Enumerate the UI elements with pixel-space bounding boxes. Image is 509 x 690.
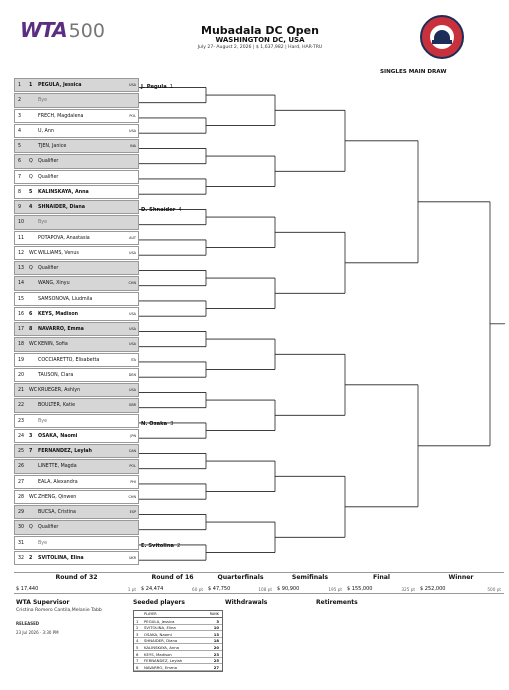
player-name: KRUEGER, Ashlyn — [38, 388, 81, 393]
round-points: 500 pt — [487, 587, 501, 592]
round-prize: $ 24,474 — [141, 586, 164, 592]
player-name: ZHENG, Qinwen — [38, 494, 77, 500]
r2-winner-3: N. Osaka 3 — [141, 421, 174, 427]
player-name: BOULTER, Katie — [38, 403, 76, 409]
draw-position: 16 — [18, 311, 25, 317]
seed-row — [134, 625, 222, 632]
seed-player: KEYS, Madison — [144, 651, 172, 657]
tournament-location: WASHINGTON DC, USA — [215, 36, 305, 44]
player-name: SVITOLINA, Elina — [38, 555, 84, 561]
seed-tag: Q — [29, 266, 33, 271]
country-code: POL — [129, 113, 136, 118]
seed-row — [134, 631, 222, 638]
seed-number: 5 — [136, 644, 139, 650]
draw-position: 27 — [18, 479, 25, 485]
player-name: WANG, Xinyu — [38, 281, 70, 287]
tournament-title: Mubadala DC Open — [201, 24, 319, 37]
draw-position: 13 — [18, 266, 25, 271]
draw-position: 11 — [18, 235, 25, 241]
player-name: Qualifier — [38, 525, 59, 531]
round-prize: $ 47,750 — [208, 586, 231, 592]
player-name: Bye — [38, 98, 48, 104]
seed-player: KALINSKAYA, Anna — [144, 644, 180, 650]
seed-table-header: PLAYER RANK — [134, 611, 222, 618]
seed-number: 3 — [136, 631, 139, 637]
r2-winner-4: E. Svitolina 2 — [141, 543, 181, 549]
seed-number: 8 — [136, 664, 139, 670]
released-label: RELEASED — [16, 621, 40, 626]
retirements-label: Retirements — [316, 599, 358, 606]
seeded-players-table — [133, 610, 223, 672]
draw-position: 14 — [18, 281, 25, 287]
player-name: Qualifier — [38, 266, 59, 271]
seed-player: OSAKA, Naomi — [144, 631, 172, 637]
round-name: Semifinals — [291, 574, 329, 581]
draw-position: 17 — [18, 327, 25, 332]
seed-number: 7 — [136, 658, 139, 664]
seed-row — [134, 658, 222, 665]
player-name: OSAKA, Naomi — [38, 433, 78, 439]
supervisor-label: WTA Supervisor — [16, 599, 70, 606]
round-prize: $ 252,000 — [420, 586, 446, 592]
draw-position: 28 — [18, 494, 25, 500]
seed-tag: 8 — [29, 327, 33, 332]
player-name: Bye — [38, 220, 48, 226]
seed-rank: 10 — [213, 625, 219, 631]
draw-position: 8 — [18, 189, 22, 195]
draw-position: 20 — [18, 372, 25, 378]
seed-tag: Q — [29, 174, 33, 180]
country-code: CHN — [128, 281, 136, 286]
seed-tag: Q — [29, 159, 33, 165]
player-name: TAUSON, Clara — [38, 372, 74, 378]
country-code: DEN — [128, 372, 136, 377]
draw-position: 12 — [18, 250, 25, 256]
seed-tag: WC — [29, 250, 38, 256]
player-name: EALA, Alexandra — [38, 479, 78, 485]
seed-rank: 25 — [213, 658, 219, 664]
seed-number: 1 — [136, 618, 139, 624]
player-name: FERNANDEZ, Leylah — [38, 449, 92, 454]
prize-round — [206, 572, 275, 594]
seed-tag: 6 — [29, 311, 33, 317]
seed-player: FERNANDEZ, Leylah — [144, 658, 183, 664]
seed-player: SVITOLINA, Elina — [144, 625, 176, 631]
country-code: INA — [130, 144, 136, 148]
seeded-label: Seeded players — [133, 599, 185, 606]
country-code: USA — [128, 388, 136, 392]
round-prize: $ 90,900 — [277, 586, 300, 592]
prize-round — [345, 572, 418, 594]
player-name: COCCIARETTO, Elisabetta — [38, 357, 100, 363]
player-name: KENIN, Sofia — [38, 342, 68, 348]
player-name: WILLIAMS, Venus — [38, 250, 79, 256]
r2-winner-1: J. Pegula 1 — [141, 84, 174, 90]
draw-position: 24 — [18, 433, 25, 439]
draw-position: 4 — [18, 128, 22, 134]
draw-position: 15 — [18, 296, 25, 302]
seed-rank: 23 — [213, 651, 219, 657]
draw-position: 30 — [18, 525, 25, 531]
country-code: POL — [129, 464, 136, 469]
draw-position: 19 — [18, 357, 25, 363]
round-name: Quarterfinals — [217, 574, 264, 581]
player-name: PEGULA, Jessica — [38, 83, 82, 88]
seed-player: SHNAIDER, Diana — [144, 638, 178, 644]
country-code: USA — [128, 327, 136, 331]
player-name: Qualifier — [38, 174, 59, 180]
country-code: AUT — [129, 235, 136, 240]
seed-tag: 7 — [29, 449, 33, 454]
country-code: USA — [128, 342, 136, 347]
country-code: CHN — [128, 494, 136, 499]
player-name: BUCSA, Cristina — [38, 510, 76, 515]
seed-tag: 2 — [29, 555, 33, 561]
round-points: 1 pt — [127, 587, 136, 592]
withdrawals-label: Withdrawals — [225, 599, 268, 606]
draw-position: 10 — [18, 220, 25, 226]
draw-position: 25 — [18, 449, 25, 454]
seed-rank: 13 — [213, 631, 219, 637]
seed-tag: 4 — [29, 205, 33, 210]
country-code: ITA — [130, 357, 136, 362]
draw-position: 2 — [18, 98, 22, 104]
draw-position: 22 — [18, 403, 25, 409]
seed-row — [134, 618, 222, 625]
player-name: SHNAIDER, Diana — [38, 205, 86, 210]
player-name: FRECH, Magdalena — [38, 113, 84, 119]
country-code: USA — [128, 250, 136, 255]
round-points: 60 pt — [192, 587, 203, 592]
seed-tag: 3 — [29, 433, 33, 439]
seed-tag: WC — [29, 388, 38, 393]
player-name: NAVARRO, Emma — [38, 327, 84, 332]
country-code: USA — [128, 83, 136, 87]
supervisor-names: Cristina Romero Cantila,Melanie Tabb — [16, 608, 102, 613]
prize-round — [418, 572, 504, 594]
draw-position: 7 — [18, 174, 22, 180]
r2-winner-2: D. Shnaider 4 — [141, 207, 182, 213]
draw-position: 31 — [18, 540, 25, 546]
draw-position: 6 — [18, 159, 22, 165]
seed-number: 2 — [136, 625, 139, 631]
seed-number: 4 — [136, 638, 139, 644]
logo-number: 500 — [68, 20, 105, 42]
seed-row — [134, 664, 222, 671]
draw-position: 32 — [18, 555, 25, 561]
seed-rank: 18 — [213, 638, 219, 644]
seed-row — [134, 638, 222, 645]
round-points: 195 pt — [328, 587, 342, 592]
draw-label: SINGLES MAIN DRAW — [380, 69, 447, 75]
seed-row — [134, 644, 222, 651]
country-code: ESP — [129, 510, 136, 514]
logo-text: WTA — [20, 18, 67, 42]
released-date: 23 Jul 2026 · 3:30 PM — [16, 630, 59, 635]
seed-row — [134, 651, 222, 658]
round-name: Final — [372, 574, 391, 581]
seed-rank: 20 — [213, 644, 219, 650]
draw-position: 21 — [18, 388, 25, 393]
country-code: USA — [128, 128, 136, 133]
round-name: Winner — [448, 574, 474, 581]
prize-round — [14, 572, 139, 594]
seed-tag: 1 — [29, 83, 33, 88]
country-code: UKR — [128, 555, 136, 560]
player-name: U, Ann — [38, 128, 54, 134]
draw-position: 5 — [18, 144, 22, 149]
player-name: Qualifier — [38, 159, 59, 165]
round-points: 325 pt — [401, 587, 415, 592]
country-code: GBR — [128, 403, 136, 408]
player-name: Bye — [38, 418, 48, 424]
seed-tag: WC — [29, 494, 38, 500]
seed-player: PEGULA, Jessica — [144, 618, 175, 624]
draw-position: 26 — [18, 464, 25, 470]
seed-tag: WC — [29, 342, 38, 348]
player-name: SAMSONOVA, Liudmila — [38, 296, 93, 302]
tournament-meta: July 27- August 2, 2026 | $ 1,637,982 | Hard, HAR-TRU — [197, 45, 323, 50]
prize-round — [139, 572, 206, 594]
round-name: Round of 32 — [55, 574, 98, 581]
round-name: Round of 16 — [151, 574, 194, 581]
player-name: LINETTE, Magda — [38, 464, 77, 470]
player-name: KEYS, Madison — [38, 311, 79, 317]
country-code: USA — [128, 311, 136, 316]
player-name: POTAPOVA, Anastasia — [38, 235, 90, 241]
round-points: 108 pt — [258, 587, 272, 592]
draw-position: 18 — [18, 342, 25, 348]
country-code: JPN — [130, 433, 136, 438]
round-prize: $ 155,000 — [347, 586, 373, 592]
prize-round — [275, 572, 345, 594]
draw-position: 1 — [18, 83, 22, 88]
player-name: TJEN, Janice — [38, 144, 67, 149]
player-name: Bye — [38, 540, 48, 546]
draw-position: 23 — [18, 418, 25, 424]
draw-position: 9 — [18, 205, 22, 210]
round-prize: $ 17,440 — [16, 586, 39, 592]
player-name: KALINSKAYA, Anna — [38, 189, 89, 195]
seed-tag: Q — [29, 525, 33, 531]
country-code: CAN — [128, 449, 136, 453]
draw-position: 3 — [18, 113, 22, 119]
seed-rank: 27 — [213, 664, 219, 670]
country-code: PHI — [130, 479, 136, 484]
seed-player: NAVARRO, Emma — [144, 664, 177, 670]
seed-tag: 5 — [29, 189, 33, 195]
draw-position: 29 — [18, 510, 25, 515]
seed-rank: 3 — [216, 618, 219, 624]
seed-number: 6 — [136, 651, 139, 657]
